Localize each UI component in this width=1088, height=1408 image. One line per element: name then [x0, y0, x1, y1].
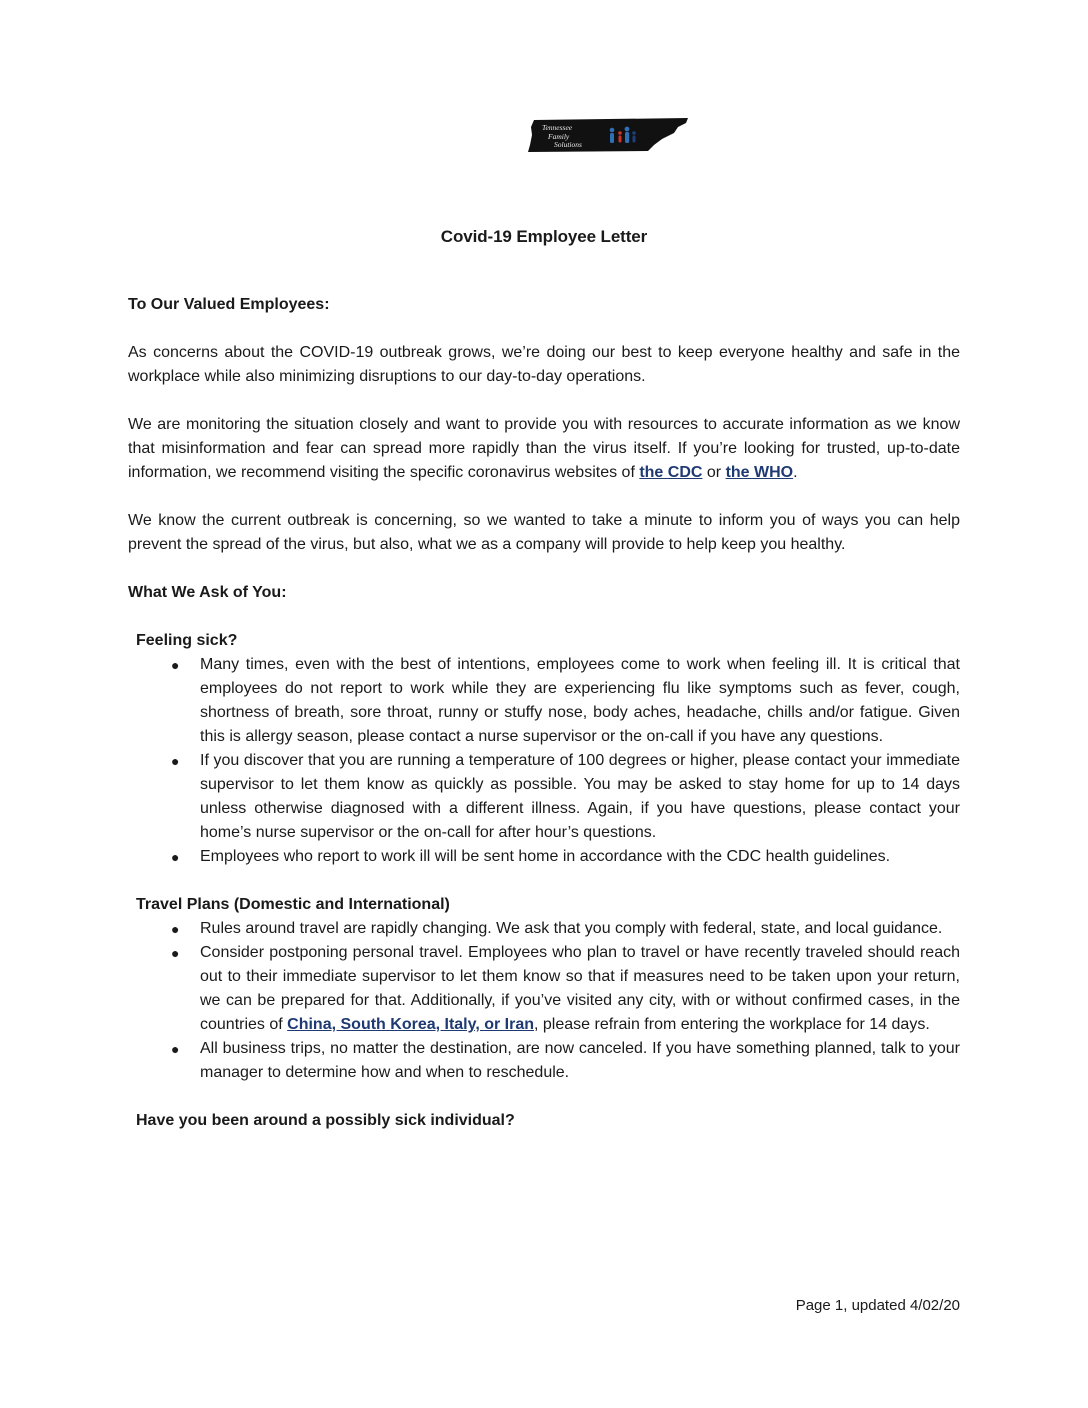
bullet-icon: ● [171, 921, 180, 937]
letter-body [128, 293, 960, 1133]
list-item: ● Rules around travel are rapidly changing. We ask that you comply with federal, state, and local guidance. [128, 917, 960, 941]
bullet-icon: ● [171, 1041, 180, 1057]
who-link[interactable]: the WHO [725, 464, 794, 481]
feeling-sick-list [128, 653, 960, 869]
travel-heading: Travel Plans (Domestic and International) [136, 896, 450, 913]
bullet-icon: ● [171, 945, 180, 961]
list-item: ● Employees who report to work ill will be sent home in accordance with the CDC health guidelines. [128, 845, 960, 869]
logo-wordmark: Tennessee Family Solutions [542, 123, 582, 149]
countries-link[interactable]: China, South Korea, Italy, or Iran [287, 1016, 535, 1033]
company-logo [528, 117, 690, 155]
intro-paragraph: As concerns about the COVID-19 outbreak grows, we’re doing our best to keep everyone healthy and safe in the workplace while also minimizing disruptions to our day-to-day operations. [128, 344, 960, 385]
sick-individual-heading: Have you been around a possibly sick individual? [136, 1112, 515, 1129]
page-title: Covid-19 Employee Letter [440, 227, 648, 246]
list-item: ● If you discover that you are running a temperature of 100 degrees or higher, please contact your immediate supervisor to let them know as quickly as possible. You may be asked to stay home for up to 14 days unless otherwise diagnosed with a different illness. Again, if you have questions, please contact your home’s nurse supervisor or the on-call for after hour’s questions. [128, 749, 960, 845]
bullet-icon: ● [171, 849, 180, 865]
salutation: To Our Valued Employees: [128, 296, 330, 313]
ask-heading: What We Ask of You: [128, 584, 287, 601]
list-item: ● Consider postponing personal travel. Employees who plan to travel or have recently traveled should reach out to their immediate supervisor to let them know so that if measures need to be taken upon your return, we can be prepared for that. Additionally, if you’ve visited any city, with or without confirmed cases, in the countries of China, South Korea, Italy, or Iran, please refrain from entering the workplace for 14 days. [128, 941, 960, 1037]
bullet-icon: ● [171, 657, 180, 673]
bullet-icon: ● [171, 753, 180, 769]
page-footer: Page 1, updated 4/02/20 [795, 1297, 960, 1314]
feeling-sick-heading: Feeling sick? [136, 632, 238, 649]
cdc-link[interactable]: the CDC [639, 464, 703, 481]
list-item: ● All business trips, no matter the destination, are now canceled. If you have something planned, talk to your manager to determine how and when to reschedule. [128, 1037, 960, 1085]
travel-list [128, 917, 960, 1085]
list-item: ● Many times, even with the best of intentions, employees come to work when feeling ill. It is critical that employees do not report to work while they are experiencing flu like symptoms such as fever, cough, shortness of breath, sore throat, runny or stuffy nose, body aches, headache, chills and/or fatigue. Given this is allergy season, please contact a nurse supervisor or the on-call if you have any questions. [128, 653, 960, 749]
prevention-paragraph: We know the current outbreak is concerning, so we wanted to take a minute to inform you of ways you can help prevent the spread of the virus, but also, what we as a company will provide to help keep you healthy. [128, 512, 960, 553]
resources-paragraph: We are monitoring the situation closely and want to provide you with resources to accurate information as we know that misinformation and fear can spread more rapidly than the virus itself. If you’re looking for trusted, up-to-date information, we recommend visiting the specific coronavirus websites of the CDC or the WHO. [128, 416, 960, 481]
